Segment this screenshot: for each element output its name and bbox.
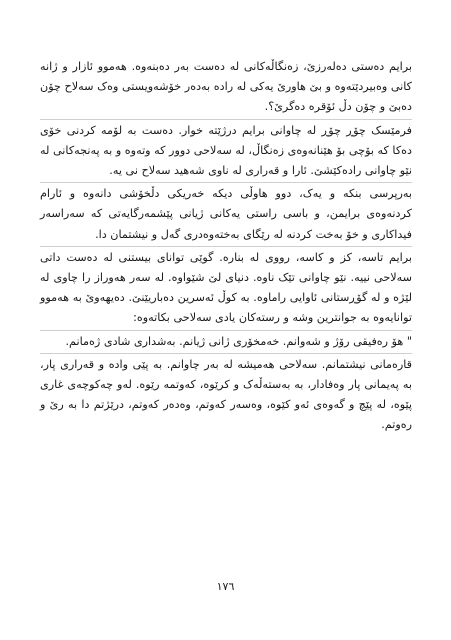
paragraph-4: برایم تاسە، کز و کاسە، رووی لە بنارە. گوێی توانای بیستنی لە دەست داتی سەلاحی نییە. نێو چاوانی تێک ناوە. دنیای لێ شێواوە. لە سەر هەوراز را چاوی لە لێژە و لە گۆڕستانی ئاوایی راماوە. بە کوڵ ئەسرین دەباریێنێ. دەیهەوێ بە هەموو توانایەوە بە جوانترین وشە و رستەکان یادی سەلاحی بکاتەوە:: [40, 250, 412, 325]
paragraph-2: فرمێسک چۆڕ چۆڕ لە چاوانی برایم درژێتە خوار. دەست بە لۆمە کردنی خۆی دەکا کە بۆچی بۆ هێنانەوەی زەنگاڵ، لە سەلاحی دوور کە وتەوە و بە پەنجەکانی لە نێو چاوانی رادەکێشێ. ئارا و قەرارى لە ناوی شەهید سەلاح نی یە.: [40, 123, 412, 178]
paragraph-1: برایم دەستی دەلەرزێ، زەنگاڵەکانی لە دەست بەر دەبنەوە. هەموو ئازار و ژانە کانی وەبیردێتەوە و بێ هاورێ یەکی لە رادە بەدەر خۆشەویستی وەک سەلاح چۆن دەبێ و چۆن دڵ ئۆقرە دەگرێ؟.: [40, 60, 412, 114]
divider-line: [40, 246, 412, 247]
divider-line: [40, 119, 412, 120]
paragraph-6: قارەمانی نیشتمانم. سەلاحی هەمیشە لە بەر چاوانم. بە پێی وادە و قەراری پار، بە پەیمانی پار وەفادار، بە بەستەڵەک و کرێوە، کەوتمە رێوە. لەو چەکوچەی غاری پێوە، لە پێچ و گەوەی ئەو کێوە، وەسەر کەوتم، وەدەر کەوتم، درێژتم دا بە رێ و رەوتم.: [40, 357, 412, 432]
document-page: [40, 57, 412, 437]
divider-line: [40, 182, 412, 183]
paragraph-3: بەرپرسی بنکە و یەک، دوو هاوڵی دیکە خەریکی دڵخۆشی دانەوە و ئارام کردنەوەی برایمن، و باسی راستی یەکانی ژیانی پێشمەرگایەتی کە سەراسەر فیداکاری و خۆ بەخت کردنە لە رێگای بەختەوەدری گەل و نیشتمان دا.: [40, 187, 412, 241]
divider-line: [40, 353, 412, 354]
divider-line: [40, 330, 412, 331]
paragraph-5: " هۆ رەفیقی رۆژ و شەوانم. خەمخۆری ژانی ژیانم. بەشداری شادی ژەمانم.: [65, 334, 412, 348]
page-number: ١٧٦: [216, 580, 235, 593]
